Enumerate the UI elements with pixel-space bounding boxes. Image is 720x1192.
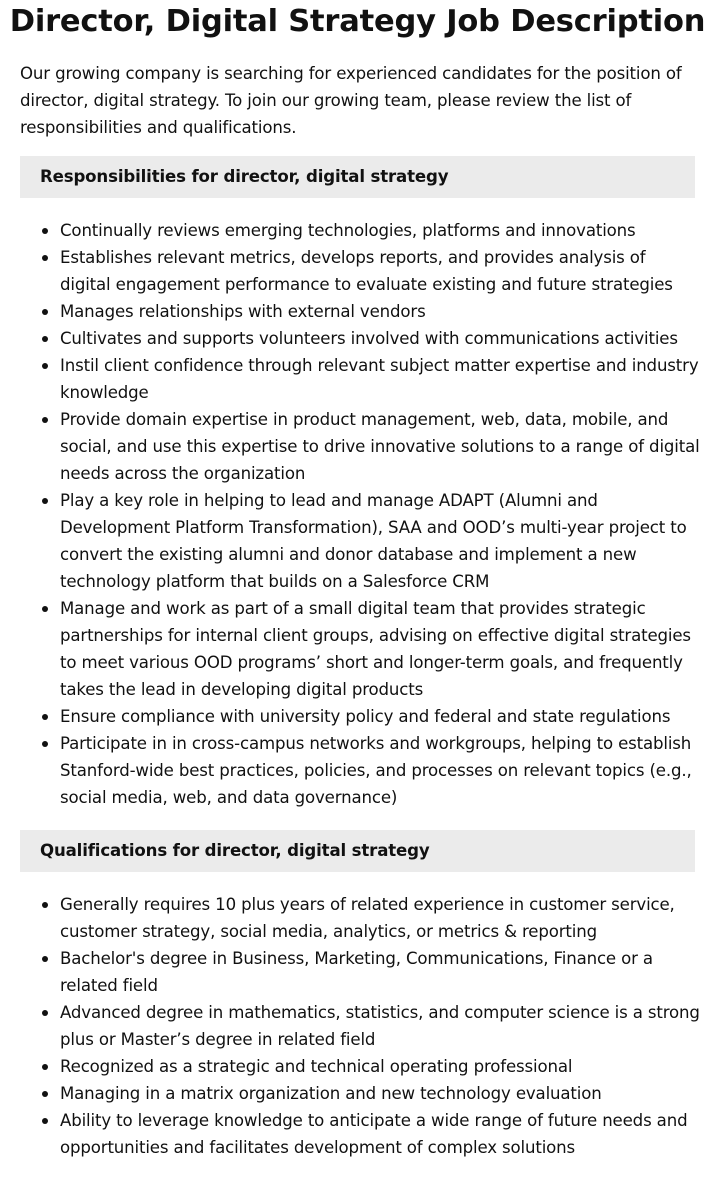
- list-item: Participate in in cross-campus networks and workgroups, helping to establish Stanford-wide best practices, policies, and processes on relevant topics (e.g., social media, web, and data governance): [60, 730, 700, 811]
- list-item: Continually reviews emerging technologies, platforms and innovations: [60, 217, 700, 244]
- list-item: Play a key role in helping to lead and manage ADAPT (Alumni and Development Platform Transformation), SAA and OOD’s multi-year project to convert the existing alumni and donor database and implement a new technology platform that builds on a Salesforce CRM: [60, 487, 700, 595]
- list-item: Advanced degree in mathematics, statistics, and computer science is a strong plus or Master’s degree in related field: [60, 999, 700, 1053]
- list-item: Ability to leverage knowledge to anticipate a wide range of future needs and opportunities and facilitates development of complex solutions: [60, 1107, 700, 1161]
- list-item: Bachelor's degree in Business, Marketing, Communications, Finance or a related field: [60, 945, 700, 999]
- list-item: Managing in a matrix organization and new technology evaluation: [60, 1080, 700, 1107]
- list-item: Provide domain expertise in product management, web, data, mobile, and social, and use this expertise to drive innovative solutions to a range of digital needs across the organization: [60, 406, 700, 487]
- qualifications-heading: Qualifications for director, digital strategy: [20, 830, 695, 872]
- list-item: Establishes relevant metrics, develops reports, and provides analysis of digital engagement performance to evaluate existing and future strategies: [60, 244, 700, 298]
- list-item: Recognized as a strategic and technical operating professional: [60, 1053, 700, 1080]
- list-item: Manages relationships with external vendors: [60, 298, 700, 325]
- list-item: Generally requires 10 plus years of related experience in customer service, customer strategy, social media, analytics, or metrics & reporting: [60, 891, 700, 945]
- responsibilities-heading: Responsibilities for director, digital strategy: [20, 156, 695, 198]
- list-item: Manage and work as part of a small digital team that provides strategic partnerships for internal client groups, advising on effective digital strategies to meet various OOD programs’ short and longer-term goals, and frequently takes the lead in developing digital products: [60, 595, 700, 703]
- page-title: Director, Digital Strategy Job Description: [9, 4, 706, 39]
- list-item: Ensure compliance with university policy and federal and state regulations: [60, 703, 700, 730]
- responsibilities-list: [20, 217, 700, 811]
- intro-paragraph: Our growing company is searching for experienced candidates for the position of director, digital strategy. To join our growing team, please review the list of responsibilities and qualifications.: [20, 64, 682, 137]
- qualifications-list: [20, 891, 700, 1161]
- list-item: Instil client confidence through relevant subject matter expertise and industry knowledge: [60, 352, 700, 406]
- list-item: Cultivates and supports volunteers involved with communications activities: [60, 325, 700, 352]
